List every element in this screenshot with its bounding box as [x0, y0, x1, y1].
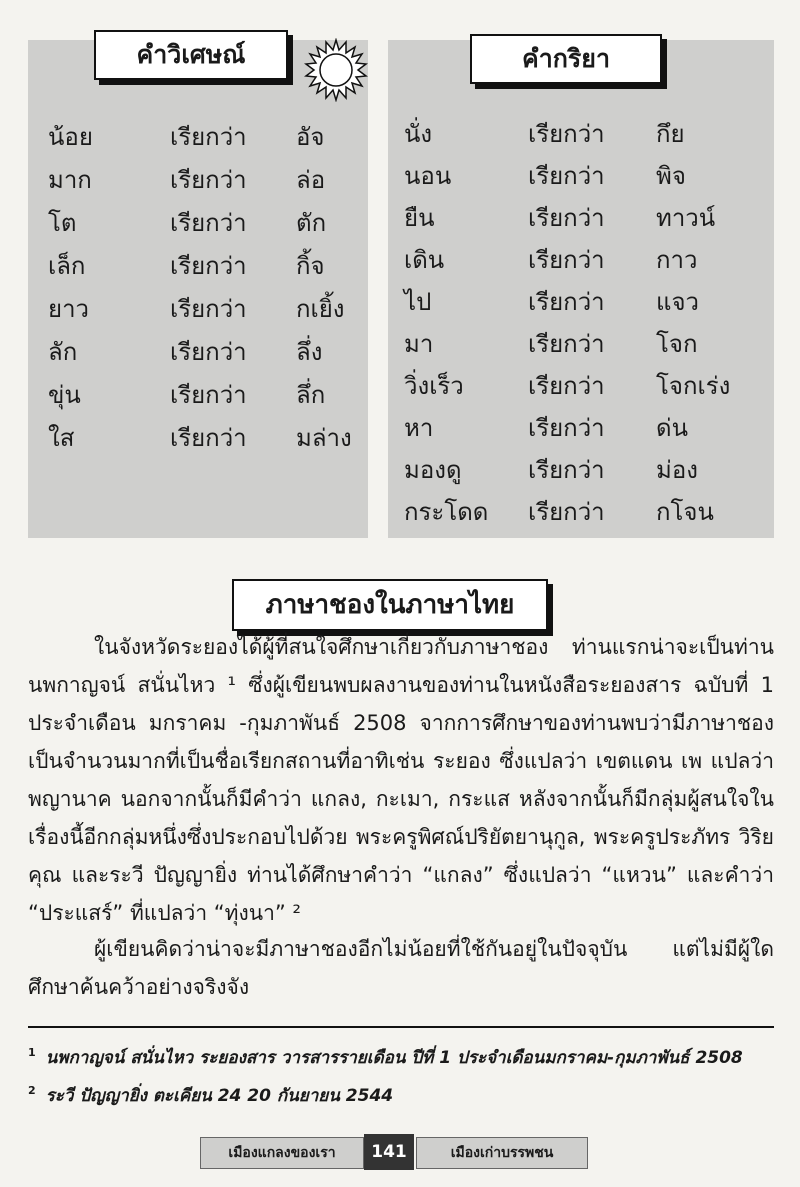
chong-word: โจก [656, 330, 698, 358]
called-word: เรียกว่า [170, 338, 247, 366]
called-word: เรียกว่า [170, 295, 247, 323]
thai-word: ยาว [48, 295, 90, 323]
chong-word: กโจน [656, 498, 714, 526]
chong-word: ด่น [656, 414, 688, 442]
called-word: เรียกว่า [170, 166, 247, 194]
called-word: เรียกว่า [528, 498, 605, 526]
thai-word: ลัก [48, 338, 78, 366]
called-word: เรียกว่า [528, 120, 605, 148]
chong-word: ม่อง [656, 456, 698, 484]
chong-word: กาว [656, 246, 698, 274]
body-paragraph: ผู้เขียนคิดว่าน่าจะมีภาษาชองอีกไม่น้อยที่ใช้กันอยู่ในปัจจุบัน แต่ไม่มีผู้ใดศึกษาค้นคว้าอย่างจริงจัง [28, 937, 774, 999]
called-word: เรียกว่า [528, 246, 605, 274]
chong-word: มล่าง [296, 424, 352, 452]
called-word: เรียกว่า [170, 209, 247, 237]
sunburst-icon [304, 38, 368, 102]
chong-word: ตัก [296, 209, 327, 237]
thai-word: มาก [48, 166, 92, 194]
called-word: เรียกว่า [528, 162, 605, 190]
thai-word: ขุ่น [48, 381, 81, 409]
chong-word: โจกเร่ง [656, 372, 731, 400]
footnote [28, 1082, 393, 1109]
thai-word: เดิน [404, 246, 445, 274]
footnote [28, 1044, 743, 1071]
called-word: เรียกว่า [528, 330, 605, 358]
body-paragraph: ในจังหวัดระยองได้ผู้ที่สนใจศึกษาเกี่ยวกับภาษาชอง ท่านแรกน่าจะเป็นท่านนพกาญจน์ สนั่นไหว ¹ ซึ่งผู้เขียนพบผลงานของท่านในหนังสือระยองสาร ฉบับที่ 1 ประจำเดือน มกราคม -กุมภาพันธ์ 2508 จากการศึกษาของท่านพบว่ามีภาษาชองเป็นจำนวนมากที่เป็นชื่อเรียกสถานที่อาทิเช่น ระยอง ซึ่งแปลว่า เขตแดน เพ แปลว่า พญานาค นอกจากนั้นก็มีคำว่า แกลง, กะเมา, กระแส หลังจากนั้นก็มีกลุ่มผู้สนใจในเรื่องนี้อีกกลุ่มหนึ่งซึ่งประกอบไปด้วย พระครูพิศณ์ปริยัตยานุกูล, พระครูประภัทร วิริยคุณ และระวี ปัญญายิ่ง ท่านได้ศึกษาคำว่า “แกลง” ซึ่งแปลว่า “แหวน” และคำว่า “ประแสร์” ที่แปลว่า “ทุ่งนา” ² [28, 635, 774, 925]
thai-word: เล็ก [48, 252, 86, 280]
footnote-mark: 1 [28, 1046, 36, 1060]
thai-word: นอน [404, 162, 452, 190]
called-word: เรียกว่า [170, 123, 247, 151]
thai-word: นั่ง [404, 120, 433, 148]
chong-word: กเยิ้ง [296, 295, 345, 323]
chong-word: ลึ่ง [296, 338, 323, 366]
thai-word: โต [48, 209, 77, 237]
footnote-text: ระวี ปัญญายิ่ง ตะเคียน 24 20 กันยายน 2544 [45, 1086, 394, 1106]
footer-right-title: เมืองเก่าบรรพชน [416, 1137, 588, 1169]
chong-word: ลึ่ก [296, 381, 326, 409]
section-title: ภาษาชองในภาษาไทย [232, 579, 548, 631]
called-word: เรียกว่า [528, 456, 605, 484]
chong-word: กึย [656, 120, 685, 148]
called-word: เรียกว่า [528, 414, 605, 442]
thai-word: ไป [404, 288, 432, 316]
called-word: เรียกว่า [528, 204, 605, 232]
footnote-divider [28, 1026, 774, 1028]
thai-word: มองดู [404, 456, 462, 484]
chong-word: แจว [656, 288, 700, 316]
thai-word: วิ่งเร็ว [404, 372, 464, 400]
thai-word: มา [404, 330, 434, 358]
called-word: เรียกว่า [170, 424, 247, 452]
thai-word: น้อย [48, 123, 93, 151]
called-word: เรียกว่า [528, 372, 605, 400]
thai-word: หา [404, 414, 434, 442]
verb-heading: คำกริยา [470, 34, 662, 84]
page-number: 141 [364, 1134, 414, 1170]
thai-word: ยืน [404, 204, 435, 232]
thai-word: ใส [48, 424, 75, 452]
footer-left-title: เมืองแกลงของเรา [200, 1137, 364, 1169]
thai-word: กระโดด [404, 498, 489, 526]
chong-word: กิ้จ [296, 252, 325, 280]
called-word: เรียกว่า [170, 381, 247, 409]
footnote-text: นพกาญจน์ สนั่นไหว ระยองสาร วารสารรายเดือน ปีที่ 1 ประจำเดือนมกราคม-กุมภาพันธ์ 2508 [45, 1048, 743, 1068]
footnote-mark: 2 [28, 1084, 36, 1098]
chong-word: ล่อ [296, 166, 326, 194]
called-word: เรียกว่า [528, 288, 605, 316]
chong-word: อัจ [296, 123, 325, 151]
adjective-heading: คำวิเศษณ์ [94, 30, 288, 80]
chong-word: พิจ [656, 162, 686, 190]
chong-word: ทาวน์ [656, 204, 716, 232]
called-word: เรียกว่า [170, 252, 247, 280]
